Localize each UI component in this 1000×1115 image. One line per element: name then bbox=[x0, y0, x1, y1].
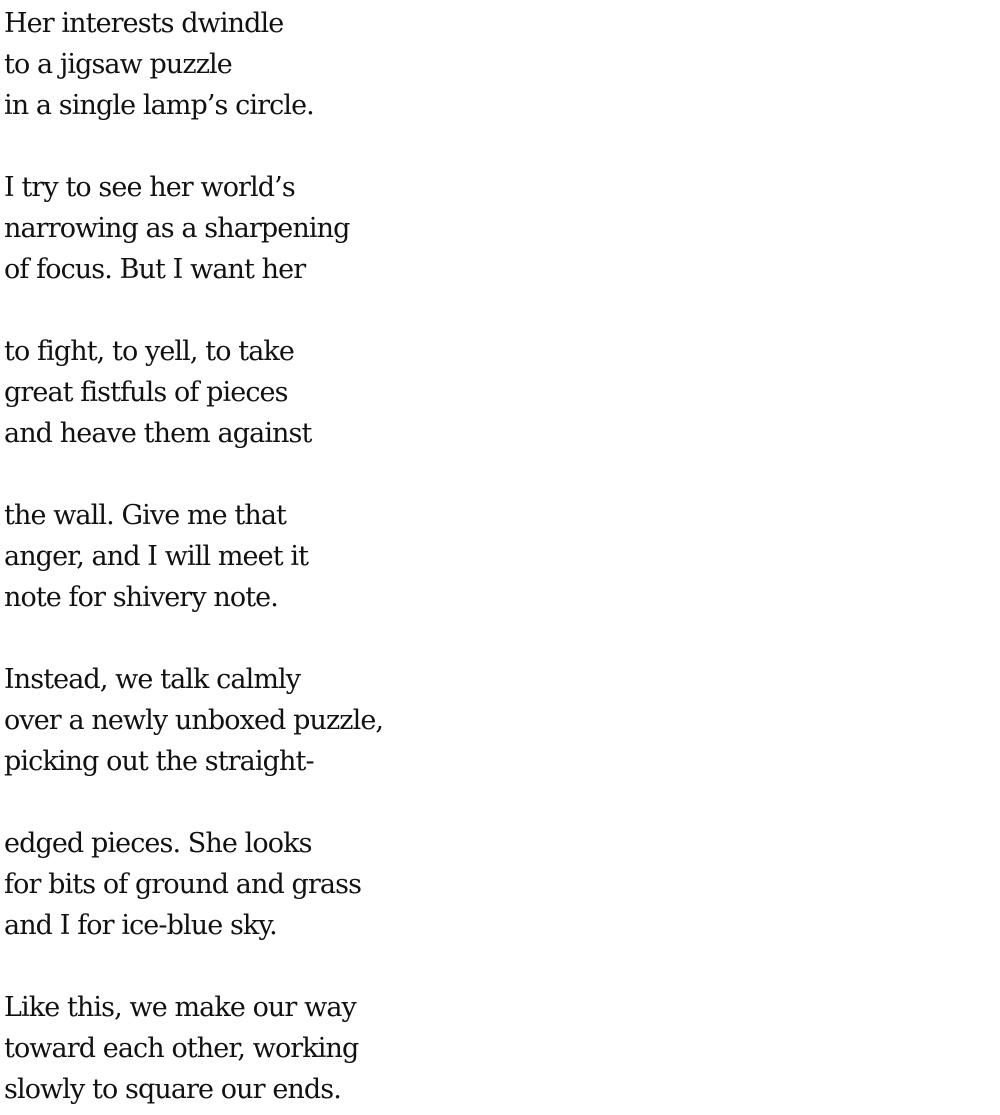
poem-line: slowly to square our ends. bbox=[4, 1074, 341, 1105]
poem-line: to a jigsaw puzzle bbox=[4, 49, 232, 80]
stanza-2 bbox=[4, 167, 383, 290]
poem-line: for bits of ground and grass bbox=[4, 869, 362, 900]
poem-line: Like this, we make our way bbox=[4, 992, 356, 1023]
stanza-4 bbox=[4, 495, 383, 618]
poem-line: I try to see her world’s bbox=[4, 172, 295, 203]
poem-line: narrowing as a sharpening bbox=[4, 213, 350, 244]
poem-line: toward each other, working bbox=[4, 1033, 359, 1064]
poem-line: Instead, we talk calmly bbox=[4, 664, 301, 695]
poem-line: of focus. But I want her bbox=[4, 254, 306, 285]
poem-line: note for shivery note. bbox=[4, 582, 278, 613]
poem-line: anger, and I will meet it bbox=[4, 541, 309, 572]
poem-line: edged pieces. She looks bbox=[4, 828, 312, 859]
poem-line: and heave them against bbox=[4, 418, 312, 449]
poem-line: in a single lamp’s circle. bbox=[4, 90, 314, 121]
poem-line: and I for ice-blue sky. bbox=[4, 910, 277, 941]
poem-line: picking out the straight- bbox=[4, 746, 314, 777]
poem-line: Her interests dwindle bbox=[4, 8, 284, 39]
stanza-1 bbox=[4, 3, 383, 126]
stanza-5 bbox=[4, 659, 383, 782]
poem-line: over a newly unboxed puzzle, bbox=[4, 705, 384, 736]
poem-line: great fistfuls of pieces bbox=[4, 377, 288, 408]
stanza-6 bbox=[4, 823, 383, 946]
poem-line: to fight, to yell, to take bbox=[4, 336, 294, 367]
stanza-3 bbox=[4, 331, 383, 454]
poem-text bbox=[4, 3, 383, 1110]
stanza-7 bbox=[4, 987, 383, 1110]
poem-line: the wall. Give me that bbox=[4, 500, 287, 531]
